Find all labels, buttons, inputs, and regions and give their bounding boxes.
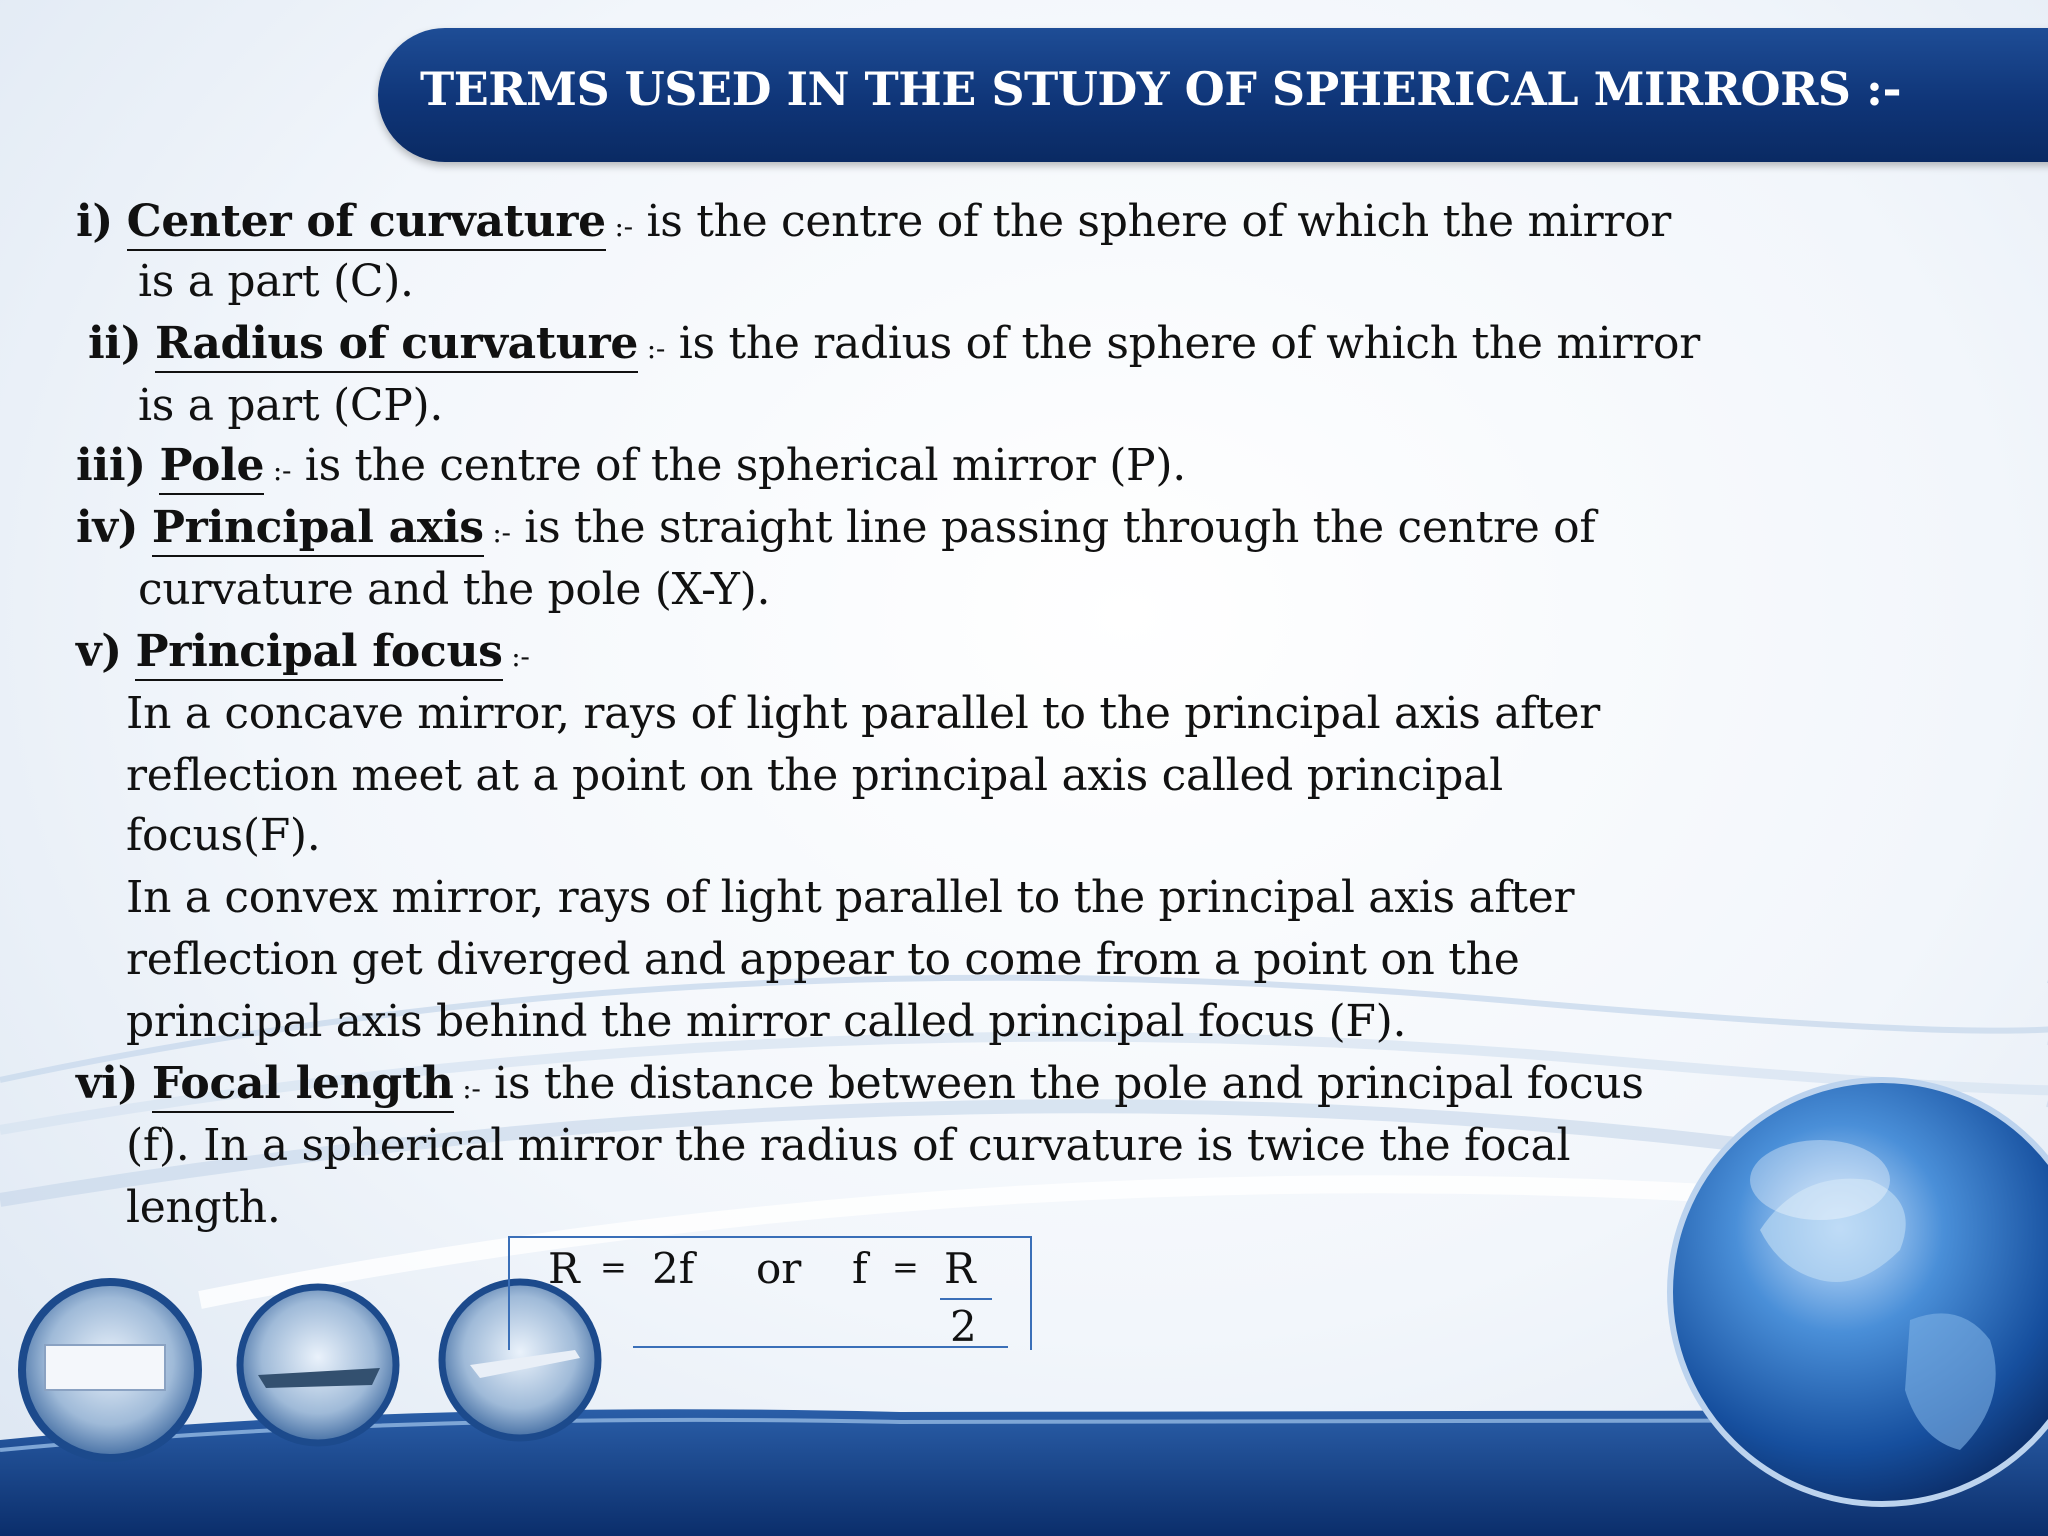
formula-denominator: 2 (950, 1302, 977, 1351)
term-label: Center of curvature (127, 196, 606, 251)
definition-continuation: In a convex mirror, rays of light parallel to the principal axis after (126, 872, 1575, 923)
definition-continuation: focus(F). (126, 810, 321, 861)
separator: :- (264, 454, 292, 487)
item-center-of-curvature (76, 196, 1671, 247)
formula-2f: 2f (652, 1244, 695, 1293)
formula-equals-2: = (892, 1248, 919, 1286)
term-label: Pole (159, 440, 264, 495)
definition-text: is the centre of the sphere of which the mirror (632, 196, 1672, 247)
definition-continuation: curvature and the pole (X-Y). (138, 564, 771, 615)
definition-continuation: length. (126, 1182, 281, 1233)
ship-thumbnail (240, 1287, 396, 1443)
definition-continuation: reflection meet at a point on the principal axis called principal (126, 750, 1503, 801)
definition-text: is the centre of the spherical mirror (P). (291, 440, 1186, 491)
item-pole (76, 440, 1186, 491)
definition-text: is the radius of the sphere of which the mirror (665, 318, 1700, 369)
item-focal-length (76, 1058, 1644, 1109)
definition-text: is the distance between the pole and principal focus (480, 1058, 1644, 1109)
separator: :- (483, 516, 511, 549)
item-number: ii) (88, 318, 142, 369)
formula-or: or (756, 1244, 802, 1293)
formula-numerator: R (944, 1244, 976, 1293)
term-label: Focal length (152, 1058, 454, 1113)
item-principal-axis (76, 502, 1595, 553)
item-number: iii) (76, 440, 146, 491)
separator: :- (453, 1072, 481, 1105)
item-number: i) (76, 196, 113, 247)
fraction-bar (940, 1298, 992, 1300)
slide-title: TERMS USED IN THE STUDY OF SPHERICAL MIRRORS :- (420, 62, 1902, 116)
definition-text: is the straight line passing through the centre of (510, 502, 1596, 553)
term-label: Principal axis (152, 502, 484, 557)
definition-continuation: reflection get diverged and appear to come from a point on the (126, 934, 1520, 985)
definition-continuation: is a part (CP). (138, 380, 444, 431)
truck-thumbnail (22, 1282, 198, 1458)
definition-continuation: In a concave mirror, rays of light parallel to the principal axis after (126, 688, 1600, 739)
item-number: v) (76, 626, 122, 677)
term-label: Principal focus (135, 626, 502, 681)
definition-continuation: (f). In a spherical mirror the radius of curvature is twice the focal (126, 1120, 1571, 1171)
formula-equals: = (600, 1248, 627, 1286)
item-radius-of-curvature (88, 318, 1700, 369)
term-label: Radius of curvature (155, 318, 638, 373)
definition-continuation: principal axis behind the mirror called principal focus (F). (126, 996, 1407, 1047)
item-number: iv) (76, 502, 139, 553)
item-number: vi) (76, 1058, 139, 1109)
separator: :- (605, 210, 633, 243)
separator: :- (638, 332, 666, 365)
globe-icon (1670, 1080, 2048, 1504)
item-principal-focus (76, 626, 530, 677)
definition-continuation: is a part (C). (138, 256, 414, 307)
separator: :- (502, 640, 530, 673)
formula-f: f (852, 1244, 868, 1293)
formula-R: R (548, 1244, 580, 1293)
